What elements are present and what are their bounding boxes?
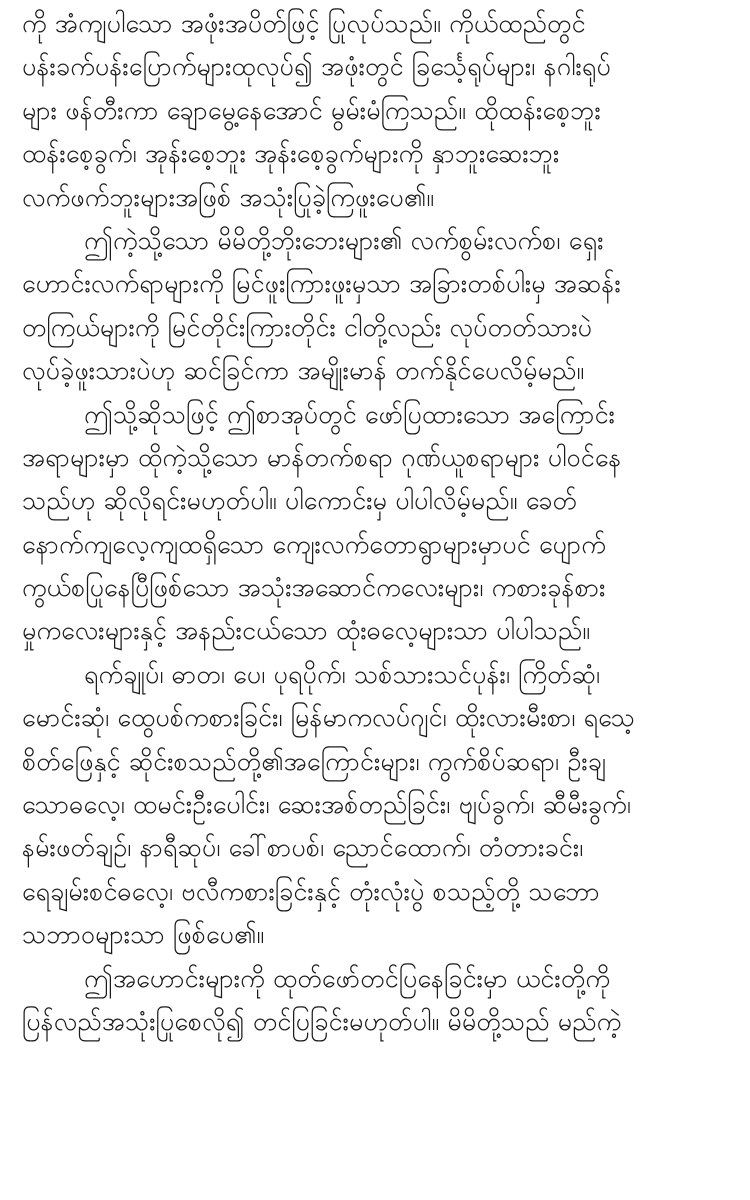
text-line: ရေချမ်းစင်ဓလေ့၊ ဗလီကစားခြင်းနှင့် တုံးလုံးပွဲ စသည့်တို့ သဘော xyxy=(22,876,600,906)
text-line: ပြန်လည်အသုံးပြုစေလို၍ တင်ပြခြင်းမဟုတ်ပါ။ မိမိတို့သည် မည်ကဲ့ xyxy=(22,1006,622,1036)
text-line: အရာများမှာ ထိုကဲ့သို့သော မာန်တက်စရာ ဂုဏ်ယူစရာများ ပါဝင်နေ xyxy=(22,442,622,472)
text-line: တကြယ်များကို မြင်တိုင်းကြားတိုင်း ငါတို့လည်း လုပ်တတ်သားပဲ xyxy=(22,312,593,342)
text-line: များ ဖန်တီးကာ ချောမွေ့နေအောင် မွမ်းမံကြသည်။ ထိုထန်းစေ့ဘူး xyxy=(22,95,601,125)
text-line: ကို အံကျပါသော အဖုံးအပိတ်ဖြင့် ပြုလုပ်သည်။ ကိုယ်ထည်တွင် xyxy=(22,9,586,38)
body-text xyxy=(22,2,742,1043)
text-line: ဤသို့ဆိုသဖြင့် ဤစာအုပ်တွင် ဖော်ပြထားသော အကြောင်း xyxy=(84,399,616,429)
text-line: နမ်းဖတ်ချဉ်၊ နာရီဆုပ်၊ ခေါ်စာပစ်၊ ညောင်ထောက်၊ တံတားခင်း၊ xyxy=(22,833,584,863)
text-line: သည်ဟု ဆိုလိုရင်းမဟုတ်ပါ။ ပါကောင်းမှ ပါပါလိမ့်မည်။ ခေတ် xyxy=(22,486,578,516)
text-line: ပန်းခက်ပန်းပြောက်များထုလုပ်၍ အဖုံးတွင် ခြင်္သေ့ရုပ်များ၊ နဂါးရုပ် xyxy=(22,52,611,82)
text-line: နောက်ကျလေ့ကျထရှိသော ကျေးလက်တောရွာများမှာပင် ပျောက် xyxy=(22,529,606,559)
text-line: သဘာဝများသာ ဖြစ်ပေ၏။ xyxy=(22,920,265,950)
text-line: သောဓလေ့၊ ထမင်းဦးပေါင်း၊ ဆေးအစ်တည်ခြင်း၊ ဗျပ်ခွက်၊ ဆီမီးခွက်၊ xyxy=(22,790,631,820)
text-line: ကွယ်စပြုနေပြီဖြစ်သော အသုံးအဆောင်ကလေးများ၊ ကစားခုန်စား xyxy=(22,573,606,603)
text-line: လက်ဖက်ဘူးများအဖြစ် အသုံးပြုခဲ့ကြဖူးပေ၏။ xyxy=(22,182,435,212)
text-line: ဤကဲ့သို့သော မိမိတို့ဘိုးဘေးများ၏ လက်စွမ်းလက်စ၊ ရှေး xyxy=(84,225,604,255)
text-line: ဤအဟောင်းများကို ထုတ်ဖော်တင်ပြနေခြင်းမှာ ယင်းတို့ကို xyxy=(84,963,611,993)
text-line: ဟောင်းလက်ရာများကို မြင်ဖူးကြားဖူးမှသာ အခြားတစ်ပါးမှ အဆန်း xyxy=(22,269,621,299)
text-line: မှုကလေးများနှင့် အနည်းငယ်သော ထုံးဓလေ့များသာ ပါပါသည်။ xyxy=(22,616,591,646)
text-line: စိတ်ဖြေနှင့် ဆိုင်းစသည်တို့၏အကြောင်းများ၊ ကွက်စိပ်ဆရာ၊ ဦးချ xyxy=(22,746,606,776)
text-line: ထန်းစေ့ခွက်၊ အုန်းစေ့ဘူး အုန်းစေ့ခွက်များကို နှာဘူးဆေးဘူး xyxy=(22,139,560,169)
text-line: ရက်ချုပ်၊ ဓာတ၊ ပေ၊ ပုရပိုက်၊ သစ်သားသင်ပုန်း၊ ကြိတ်ဆုံ၊ xyxy=(84,659,601,689)
text-line: လုပ်ခဲ့ဖူးသားပဲဟု ဆင်ခြင်ကာ အမျိုးမာန် တက်နိုင်ပေလိမ့်မည်။ xyxy=(22,356,585,386)
text-line: မောင်းဆုံ၊ ထွေပစ်ကစားခြင်း၊ မြန်မာကလပ်ဂျင်၊ ထိုးလားမီးစာ၊ ရသေ့ xyxy=(22,703,636,733)
